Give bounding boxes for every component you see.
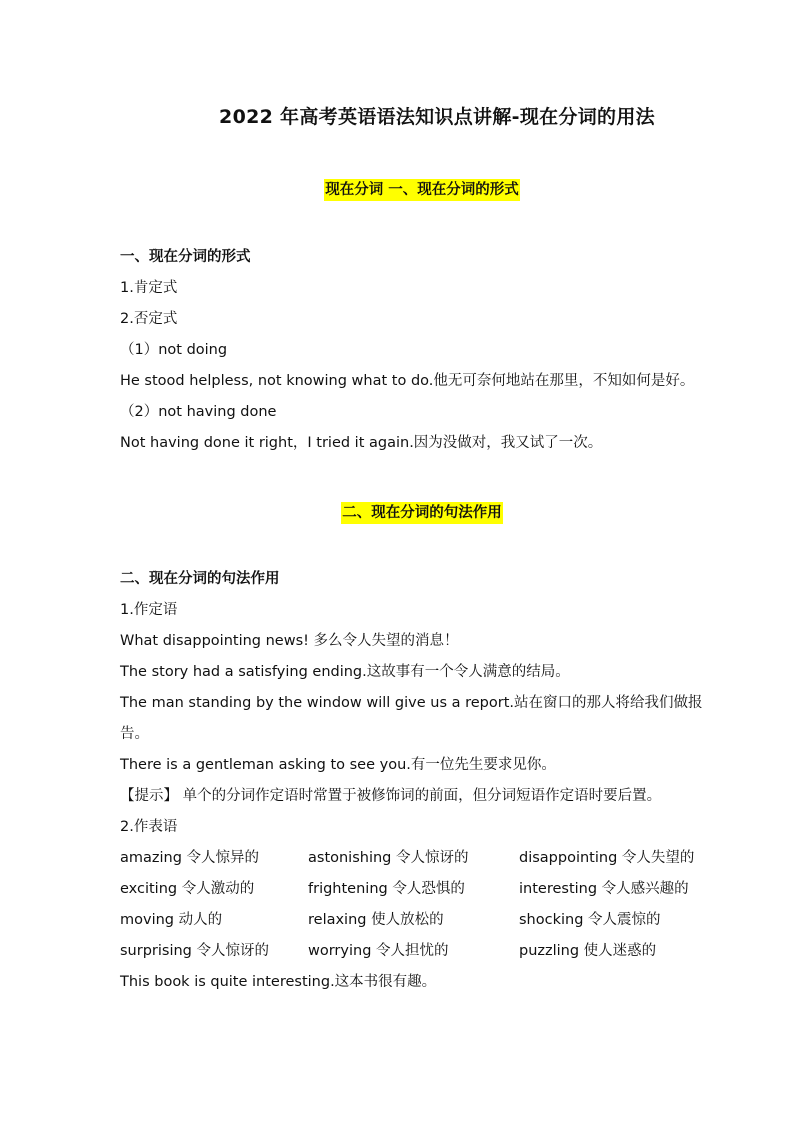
section-1-body xyxy=(120,242,730,459)
example-line: There is a gentleman asking to see you.有一位先生要求见你。 xyxy=(120,757,556,773)
vocab-item: exciting 令人激动的 xyxy=(120,881,255,897)
subheading-attributive: 1.作定语 xyxy=(120,602,178,618)
vocab-item: puzzling 使人迷惑的 xyxy=(519,943,657,959)
vocab-row xyxy=(120,874,730,905)
vocab-item: surprising 令人惊讶的 xyxy=(120,943,269,959)
vocab-item: astonishing 令人惊讶的 xyxy=(308,850,469,866)
vocab-item: disappointing 令人失望的 xyxy=(519,850,695,866)
example-line: The story had a satisfying ending.这故事有一个令人满意的结局。 xyxy=(120,664,570,680)
example-line: What disappointing news! 多么令人失望的消息！ xyxy=(120,633,459,649)
section-banner-2 xyxy=(0,501,794,522)
vocab-item: frightening 令人恐惧的 xyxy=(308,881,465,897)
example-line: This book is quite interesting.这本书很有趣。 xyxy=(120,974,437,990)
vocab-item: moving 动人的 xyxy=(120,912,223,928)
vocab-row xyxy=(120,936,730,967)
vocab-item: relaxing 使人放松的 xyxy=(308,912,444,928)
highlighted-banner-text: 现在分词 一、现在分词的形式 xyxy=(324,179,520,201)
section-2-body xyxy=(120,564,730,998)
vocab-row xyxy=(120,905,730,936)
text-line: He stood helpless, not knowing what to do.他无可奈何地站在那里，不知如何是好。 xyxy=(120,373,695,389)
vocab-item: amazing 令人惊异的 xyxy=(120,850,260,866)
text-line: 1.肯定式 xyxy=(120,280,178,296)
text-line: （2）not having done xyxy=(120,404,277,420)
example-line: The man standing by the window will give us a report.站在窗口的那人将给我们做报告。 xyxy=(120,695,703,742)
vocab-row xyxy=(120,843,730,874)
highlighted-banner-text: 二、现在分词的句法作用 xyxy=(341,502,503,524)
vocab-item: interesting 令人感兴趣的 xyxy=(519,881,689,897)
section-1-heading: 一、现在分词的形式 xyxy=(120,249,251,265)
text-line: Not having done it right，I tried it again.因为没做对，我又试了一次。 xyxy=(120,435,603,451)
vocab-item: worrying 令人担忧的 xyxy=(308,943,449,959)
text-line: （1）not doing xyxy=(120,342,228,358)
text-line: 2.否定式 xyxy=(120,311,178,327)
section-2-heading: 二、现在分词的句法作用 xyxy=(120,571,280,587)
vocab-item: shocking 令人震惊的 xyxy=(519,912,661,928)
section-banner-1 xyxy=(0,178,794,199)
document-title: 2022 年高考英语语法知识点讲解-现在分词的用法 xyxy=(219,106,655,128)
tip-line: 【提示】 单个的分词作定语时常置于被修饰词的前面，但分词短语作定语时要后置。 xyxy=(120,788,662,804)
subheading-predicative: 2.作表语 xyxy=(120,819,178,835)
